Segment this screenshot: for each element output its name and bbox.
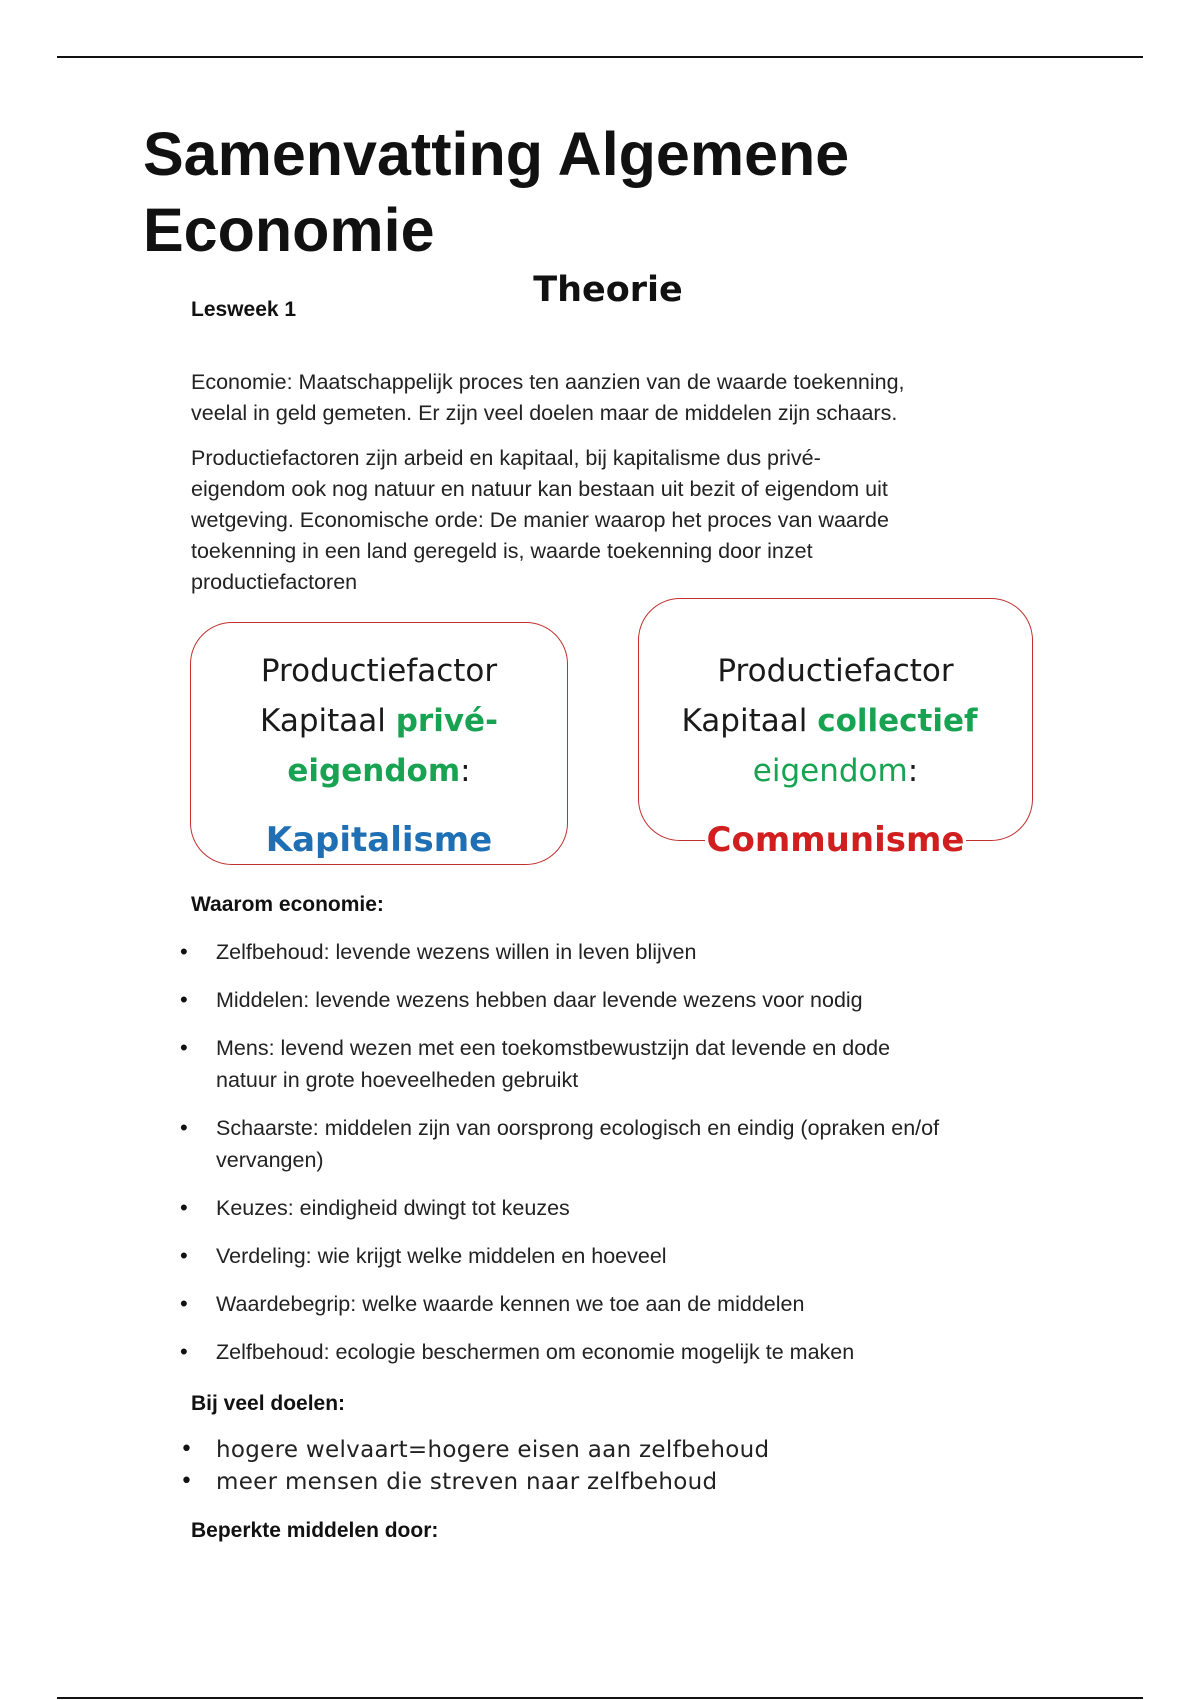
bullet-icon: • bbox=[180, 1195, 188, 1220]
paragraph-2-line-2: eigendom ook nog natuur en natuur kan bestaan uit bezit of eigendom uit bbox=[191, 477, 888, 501]
document-title bbox=[143, 116, 1043, 268]
list-item bbox=[176, 984, 1056, 1016]
list-item-text: Waardebegrip: welke waarde kennen we toe aan de middelen bbox=[216, 1292, 805, 1316]
capitalism-line-2-prefix: Kapitaal bbox=[260, 703, 396, 739]
communism-label: Communisme bbox=[706, 820, 965, 860]
bullet-icon: • bbox=[180, 1291, 188, 1316]
why-list bbox=[176, 936, 1056, 1384]
bullet-icon: • bbox=[180, 987, 188, 1012]
list-item bbox=[176, 1240, 1056, 1272]
list-item bbox=[176, 1032, 1056, 1096]
paragraph-2-line-3: wetgeving. Economische orde: De manier waarop het proces van waarde bbox=[191, 508, 889, 532]
top-rule bbox=[57, 56, 1143, 58]
section-title: Theorie bbox=[533, 270, 683, 310]
list-item-text: Zelfbehoud: levende wezens willen in leven blijven bbox=[216, 940, 697, 964]
paragraph-economie bbox=[191, 367, 1021, 429]
bullet-icon: • bbox=[180, 1243, 188, 1268]
bullet-icon: • bbox=[180, 939, 188, 964]
document-title-line-2: Economie bbox=[143, 196, 435, 264]
paragraph-productiefactoren bbox=[191, 443, 1021, 598]
list-item bbox=[176, 1434, 1056, 1466]
list-item-text: meer mensen die streven naar zelfbehoud bbox=[216, 1469, 718, 1495]
bullet-icon: • bbox=[180, 1437, 194, 1462]
document-title-line-1: Samenvatting Algemene bbox=[143, 120, 850, 188]
paragraph-2-line-5: productiefactoren bbox=[191, 570, 358, 594]
bullet-icon: • bbox=[180, 1469, 194, 1494]
paragraph-2-line-4: toekenning in een land geregeld is, waarde toekenning door inzet bbox=[191, 539, 813, 563]
bullet-icon: • bbox=[180, 1035, 188, 1060]
week-heading: Lesweek 1 bbox=[191, 298, 297, 321]
list-item-text: Mens: levend wezen met een toekomstbewustzijn dat levende en dode bbox=[216, 1036, 891, 1060]
capitalism-line-1: Productiefactor bbox=[260, 653, 498, 689]
list-item bbox=[176, 1192, 1056, 1224]
list-item-text: hogere welvaart=hogere eisen aan zelfbehoud bbox=[216, 1437, 770, 1463]
list-item bbox=[176, 1336, 1056, 1368]
communism-highlight-eigendom: eigendom bbox=[752, 753, 908, 789]
limited-means-heading: Beperkte middelen door: bbox=[191, 1519, 439, 1542]
why-heading: Waarom economie: bbox=[191, 893, 384, 916]
list-item-text: Keuzes: eindigheid dwingt tot keuzes bbox=[216, 1196, 570, 1220]
bullet-icon: • bbox=[180, 1339, 188, 1364]
list-item bbox=[176, 936, 1056, 968]
communism-box-text bbox=[638, 646, 1033, 796]
capitalism-box-text bbox=[190, 646, 568, 796]
list-item-text-continued: natuur in grote hoeveelheden gebruikt bbox=[216, 1068, 579, 1092]
list-item-text-continued: vervangen) bbox=[216, 1148, 324, 1172]
paragraph-2-line-1: Productiefactoren zijn arbeid en kapitaal, bij kapitalisme dus privé- bbox=[191, 446, 821, 470]
list-item bbox=[176, 1466, 1056, 1498]
list-item-text: Middelen: levende wezens hebben daar levende wezens voor nodig bbox=[216, 988, 863, 1012]
capitalism-label: Kapitalisme bbox=[265, 820, 493, 860]
capitalism-highlight-eigendom: eigendom bbox=[287, 753, 461, 789]
list-item-text: Zelfbehoud: ecologie beschermen om economie mogelijk te maken bbox=[216, 1340, 855, 1364]
communism-line-3-suffix: : bbox=[907, 753, 919, 789]
goals-list bbox=[176, 1434, 1056, 1498]
paragraph-1-line-2: veelal in geld gemeten. Er zijn veel doelen maar de middelen zijn schaars. bbox=[191, 401, 898, 425]
list-item bbox=[176, 1112, 1056, 1176]
paragraph-1-line-1: Economie: Maatschappelijk proces ten aanzien van de waarde toekenning, bbox=[191, 370, 905, 394]
bottom-rule bbox=[57, 1697, 1143, 1699]
capitalism-highlight-prive: privé- bbox=[395, 703, 498, 739]
goals-heading: Bij veel doelen: bbox=[191, 1392, 346, 1415]
list-item bbox=[176, 1288, 1056, 1320]
list-item-text: Schaarste: middelen zijn van oorsprong ecologisch en eindig (opraken en/of bbox=[216, 1116, 940, 1140]
communism-line-1: Productiefactor bbox=[717, 653, 954, 689]
list-item-text: Verdeling: wie krijgt welke middelen en hoeveel bbox=[216, 1244, 667, 1268]
communism-highlight-collectief: collectief bbox=[817, 703, 978, 739]
communism-label-wrap bbox=[638, 818, 1033, 862]
communism-line-2-prefix: Kapitaal bbox=[681, 703, 818, 739]
bullet-icon: • bbox=[180, 1115, 188, 1140]
capitalism-line-3-suffix: : bbox=[460, 753, 471, 789]
